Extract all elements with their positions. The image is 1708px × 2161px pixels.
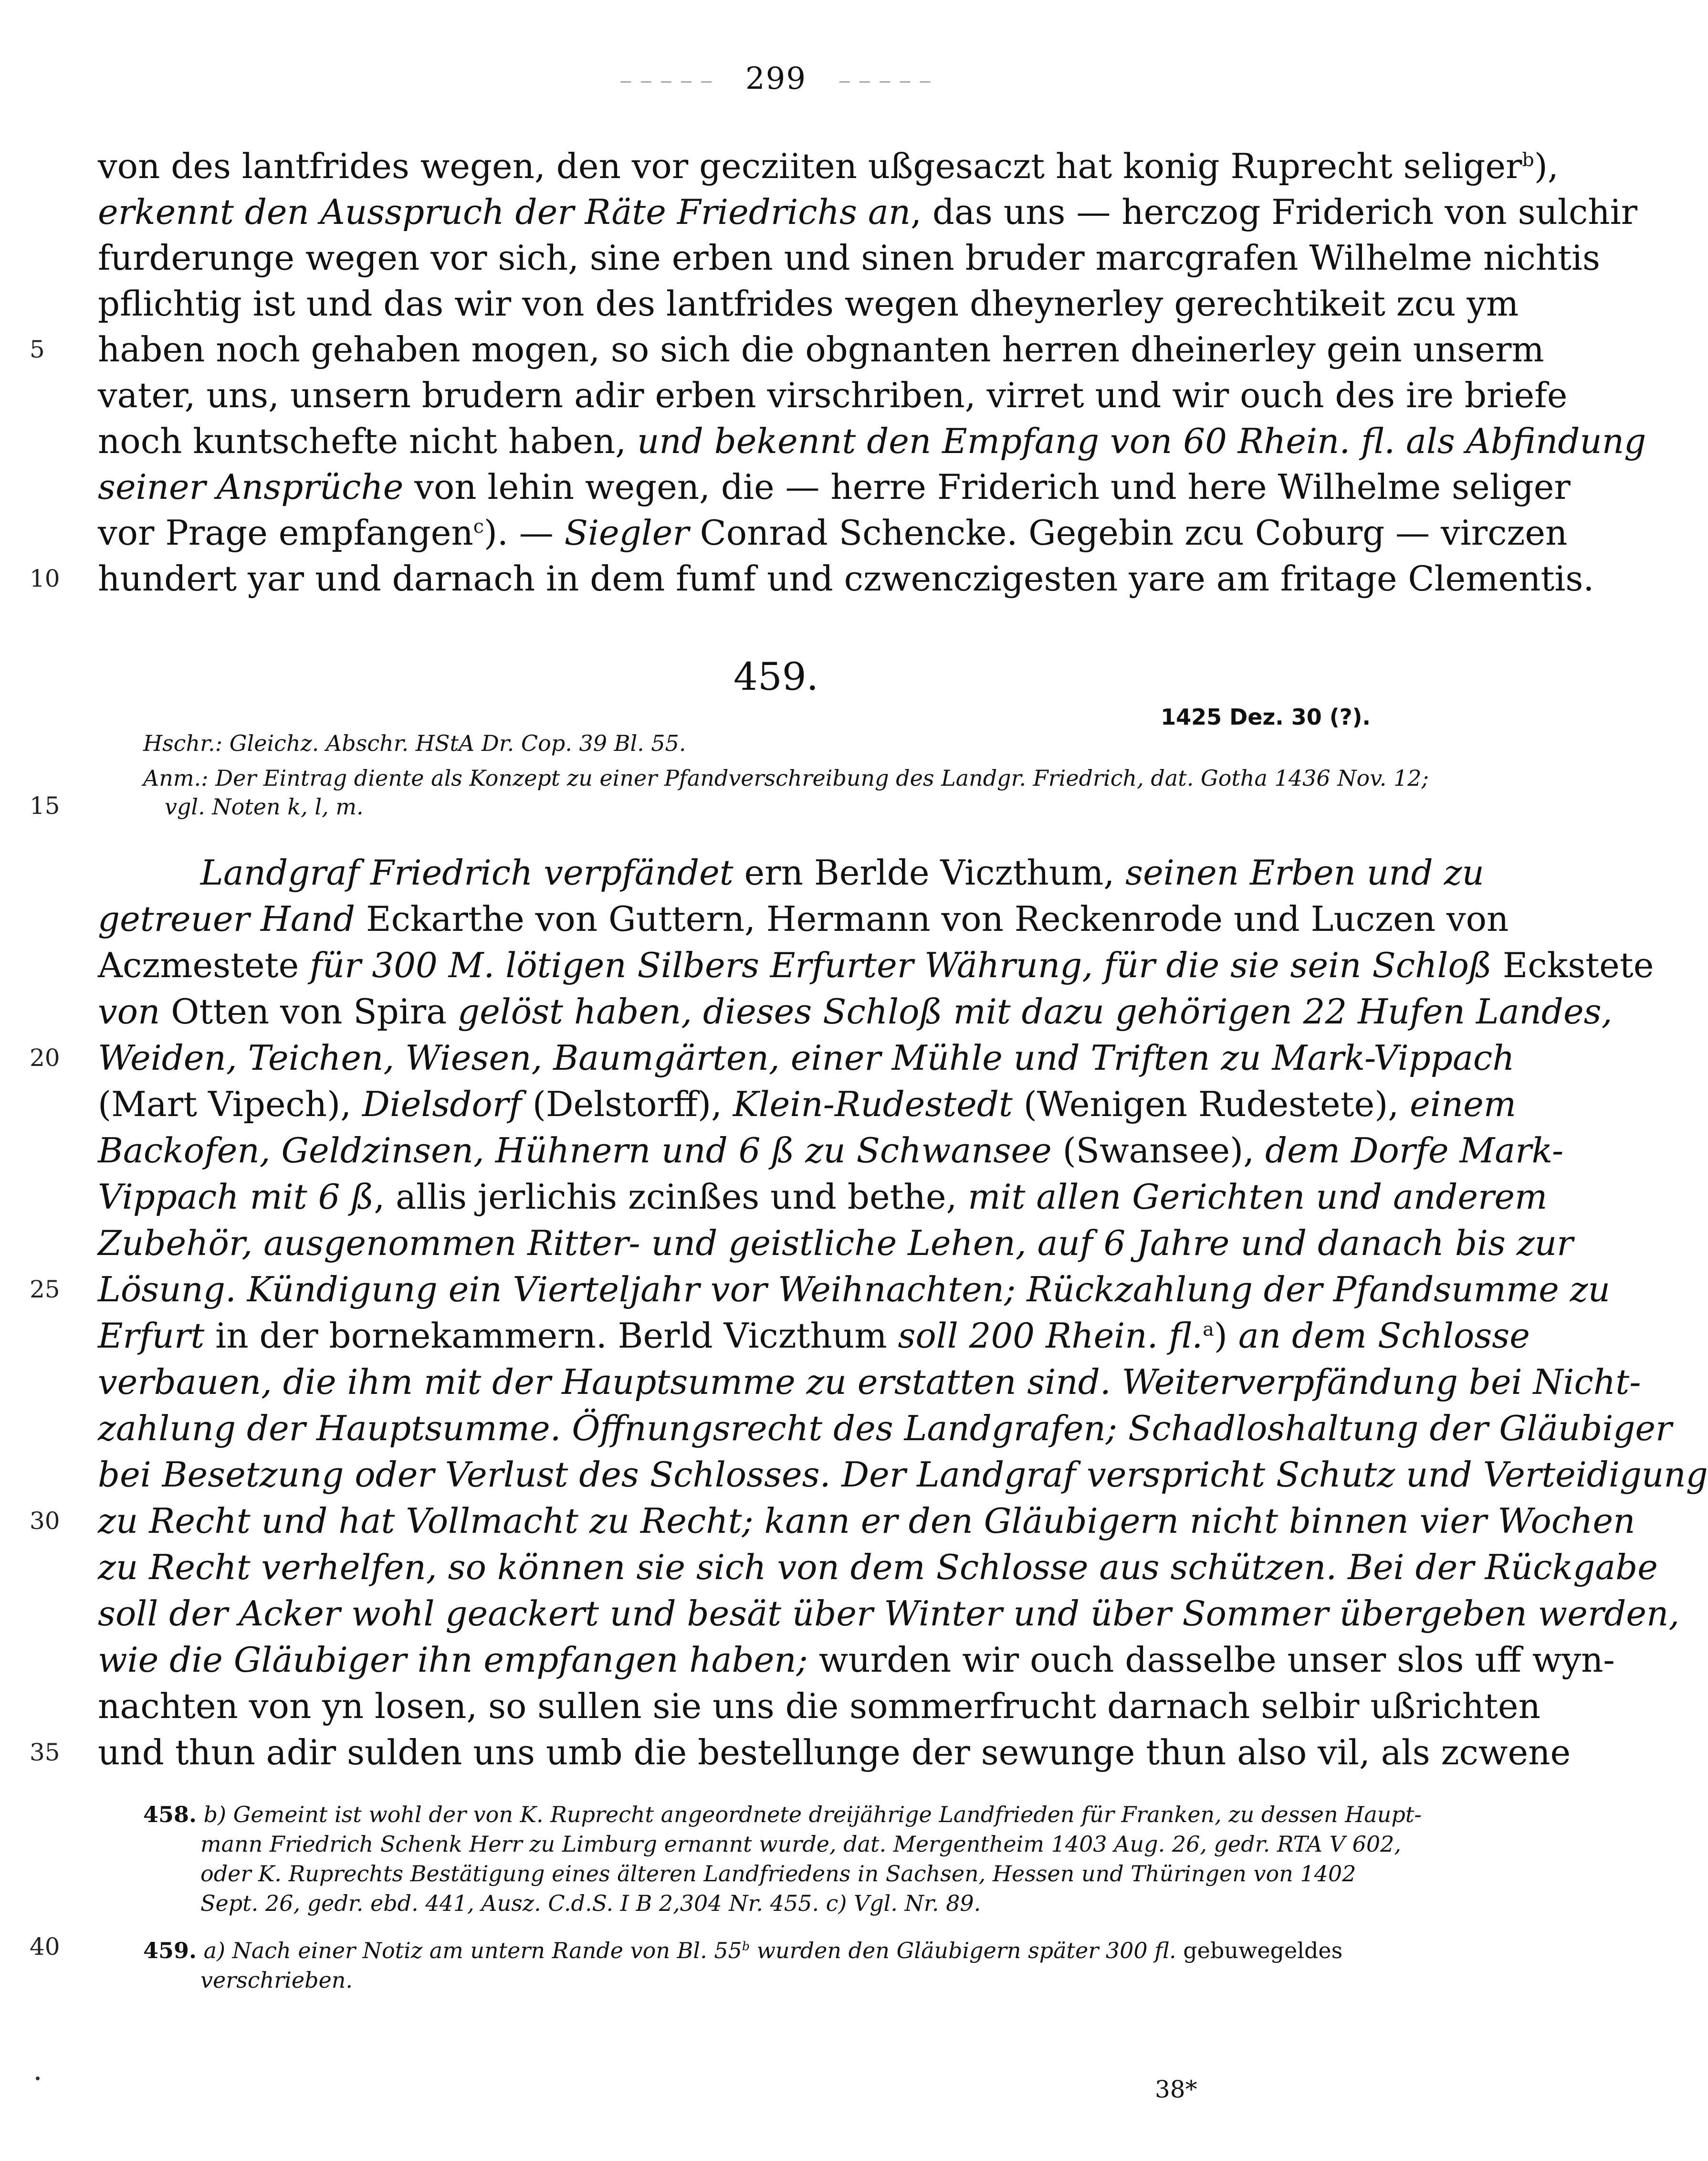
text-line: Aczmestete für 300 M. lötigen Silbers Erfurter Währung, für die sie sein Schloß Eckstete [98, 945, 1654, 985]
text-line: Backofen, Geldzinsen, Hühnern und 6 ß zu Schwansee (Swansee), dem Dorfe Mark- [98, 1130, 1564, 1170]
text-line: Lösung. Kündigung ein Vierteljahr vor Weihnachten; Rückzahlung der Pfandsumme zu [98, 1269, 1610, 1309]
text-line: zu Recht verhelfen, so können sie sich von dem Schlosse aus schützen. Bei der Rückgabe [98, 1547, 1658, 1587]
text-line: erkennt den Ausspruch der Räte Friedrichs an, das uns — herczog Friderich von sulchir [98, 192, 1638, 232]
text-line: und thun adir sulden uns umb die bestellunge der sewunge thun also vil, als zcwene [98, 1732, 1571, 1772]
line-number: 40 [30, 1933, 60, 1961]
text-line: seiner Ansprüche von lehin wegen, die — herre Friderich und here Wilhelme seliger [98, 467, 1571, 507]
line-number: 25 [30, 1276, 60, 1303]
annotation-note-cont: vgl. Noten k, l, m. [165, 794, 364, 820]
text-line: Landgraf Friedrich verpfändet ern Berlde Viczthum, seinen Erben und zu [200, 853, 1484, 893]
text-line: vor Prage empfangen$^c$). — Siegler Conrad Schencke. Gegebin zcu Coburg — virczen [98, 513, 1568, 553]
footnote-458: 458. b) Gemeint ist wohl der von K. Ruprecht angeordnete dreijährige Landfrieden für Franken, zu dessen Haupt- [143, 1802, 1422, 1827]
text-line: bei Besetzung oder Verlust des Schlosses. Der Landgraf verspricht Schutz und Verteidigung [98, 1455, 1708, 1495]
line-number: 10 [30, 565, 60, 592]
text-line: (Mart Vipech), Dielsdorf (Delstorff), Klein-Rudestedt (Wenigen Rudestete), einem [98, 1084, 1516, 1124]
text-line: hundert yar und darnach in dem fumf und czwenczigesten yare am fritage Clementis. [98, 559, 1594, 599]
footnote-458-cont: mann Friedrich Schenk Herr zu Limburg ernannt wurde, dat. Mergentheim 1403 Aug. 26, gedr. RTA V 602, [200, 1831, 1402, 1857]
text-line: pflichtig ist und das wir von des lantfrides wegen dheynerley gerechtikeit zcu ym [98, 284, 1519, 324]
page-number [0, 61, 1552, 96]
decorative-rule-right: ‒ ‒ ‒ ‒ ‒ [838, 70, 933, 92]
footnote-459-cont: verschrieben. [200, 1967, 353, 1993]
text-line: getreuer Hand Eckarthe von Guttern, Hermann von Reckenrode und Luczen von [98, 899, 1509, 939]
decorative-rule-left: ‒ ‒ ‒ ‒ ‒ [619, 70, 713, 92]
text-line: Erfurt in der bornekammern. Berld Viczthum soll 200 Rhein. fl.$^a$) an dem Schlosse [98, 1316, 1530, 1356]
scan-speck [36, 2077, 40, 2080]
text-line: vater, uns, unsern brudern adir erben virschriben, virret und wir ouch des ire briefe [98, 375, 1568, 415]
line-number: 20 [30, 1044, 60, 1072]
document-number: 459. [733, 654, 819, 699]
text-line: furderunge wegen vor sich, sine erben und sinen bruder marcgrafen Wilhelme nichtis [98, 238, 1600, 278]
text-line: haben noch gehaben mogen, so sich die obgnanten herren dheinerley gein unserm [98, 329, 1544, 369]
manuscript-source: Hschr.: Gleichz. Abschr. HStA Dr. Cop. 39 Bl. 55. [143, 730, 686, 756]
text-line: verbauen, die ihm mit der Hauptsumme zu erstatten sind. Weiterverpfändung bei Nicht- [98, 1362, 1641, 1402]
text-line: zu Recht und hat Vollmacht zu Recht; kann er den Gläubigern nicht binnen vier Wochen [98, 1501, 1635, 1541]
document-date: 1425 Dez. 30 (?). [1161, 704, 1371, 730]
sheet-signature: 38* [1155, 2076, 1197, 2103]
text-line: von Otten von Spira gelöst haben, dieses Schloß mit dazu gehörigen 22 Hufen Landes, [98, 991, 1613, 1032]
text-line: von des lantfrides wegen, den vor gecziiten ußgesaczt hat konig Ruprecht seliger$^b$), [98, 146, 1559, 186]
text-line: nachten von yn losen, so sullen sie uns die sommerfrucht darnach selbir ußrichten [98, 1686, 1540, 1726]
text-line: Weiden, Teichen, Wiesen, Baumgärten, einer Mühle und Triften zu Mark-Vippach [98, 1038, 1515, 1078]
line-number: 15 [30, 792, 60, 820]
text-line: soll der Acker wohl geackert und besät über Winter und über Sommer übergeben werden, [98, 1593, 1680, 1634]
footnote-458-cont: oder K. Ruprechts Bestätigung eines älteren Landfriedens in Sachsen, Hessen und Thüringen von 1402 [200, 1861, 1356, 1887]
line-number: 5 [30, 336, 45, 363]
line-number: 35 [30, 1739, 60, 1766]
text-line: Zubehör, ausgenommen Ritter- und geistliche Lehen, auf 6 Jahre und danach bis zur [98, 1223, 1573, 1263]
line-number: 30 [30, 1507, 60, 1535]
text-line: Vippach mit 6 ß, allis jerlichis zcinßes und bethe, mit allen Gerichten und anderem [98, 1177, 1548, 1217]
footnote-459: 459. a) Nach einer Notiz am untern Rande von Bl. 55$^b$ wurden den Gläubigern später 300 fl. gebuwegeldes [143, 1938, 1343, 1963]
text-line: noch kuntschefte nicht haben, und bekennt den Empfang von 60 Rhein. fl. als Abfindung [98, 421, 1646, 461]
annotation-note: Anm.: Der Eintrag diente als Konzept zu einer Pfandverschreibung des Landgr. Friedrich, dat. Gotha 1436 Nov. 12; [143, 765, 1429, 791]
text-line: zahlung der Hauptsumme. Öffnungsrecht des Landgrafen; Schadloshaltung der Gläubiger [98, 1408, 1672, 1448]
text-line: wie die Gläubiger ihn empfangen haben; wurden wir ouch dasselbe unser slos uff wyn- [98, 1640, 1615, 1680]
page-number-value: 299 [745, 61, 807, 96]
footnote-458-cont: Sept. 26, gedr. ebd. 441, Ausz. C.d.S. I B 2,304 Nr. 455. c) Vgl. Nr. 89. [200, 1890, 981, 1916]
